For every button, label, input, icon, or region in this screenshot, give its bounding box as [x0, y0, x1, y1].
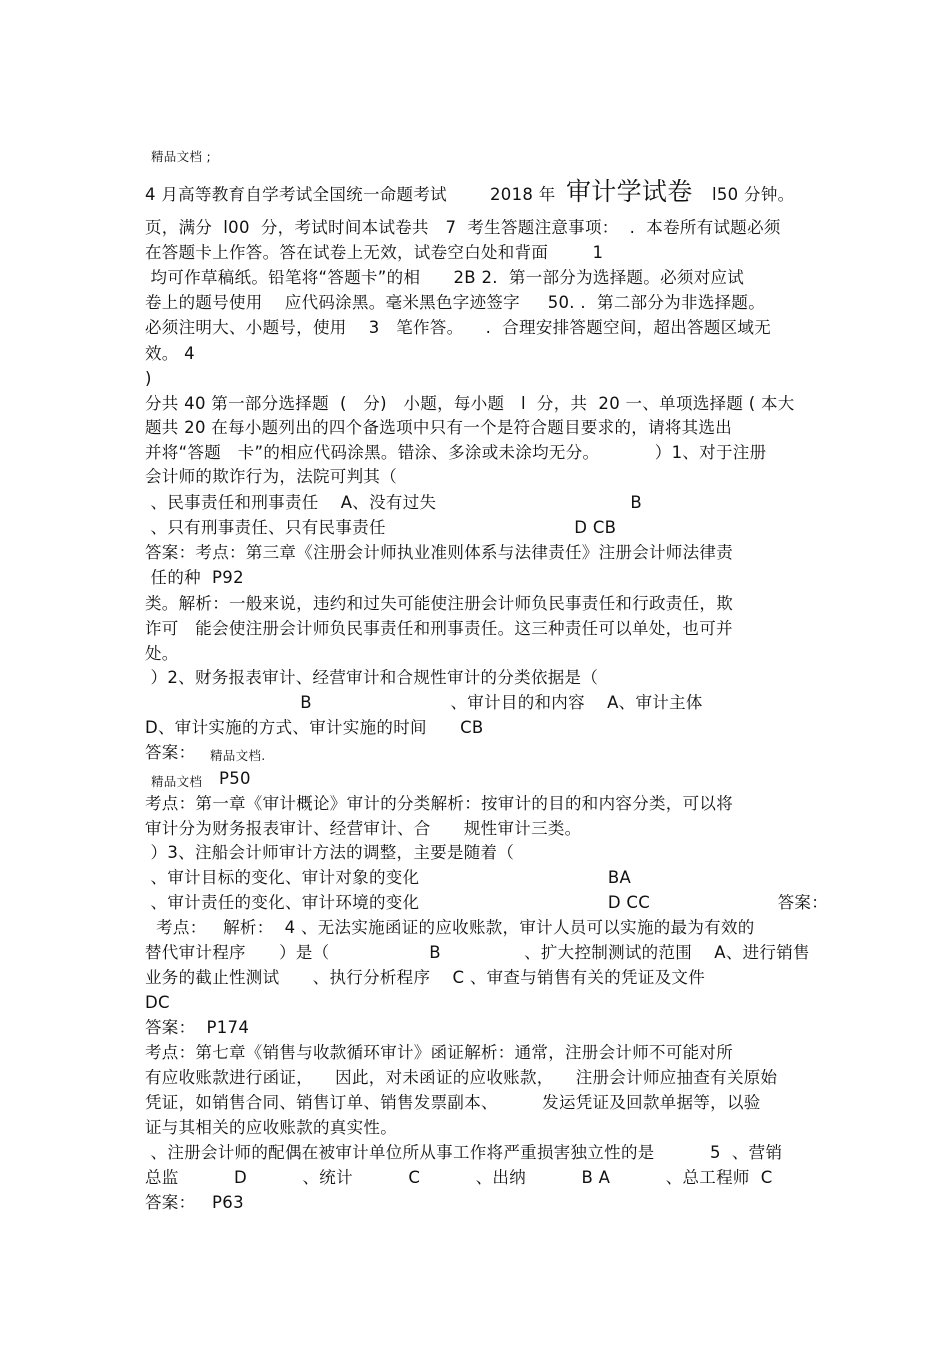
text-line: 考点：第一章《审计概论》审计的分类解析：按审计的目的和内容分类，可以将 — [145, 794, 733, 813]
text-line: 审计分为财务报表审计、经营审计、合 规性审计三类。 — [145, 819, 582, 838]
text-line: 答案： P174 — [145, 1018, 250, 1037]
text-line: 替代审计程序 ）是（ B 、扩大控制测试的范围 A、进行销售 — [145, 943, 810, 962]
text-line: 分共 40 第一部分选择题 ( 分) 小题，每小题 l 分，共 20 一、单项选择题 ( 本大 — [145, 394, 795, 413]
text-line: 有应收账款进行函证， 因此，对未函证的应收账款， 注册会计师应抽查有关原始 — [145, 1068, 778, 1087]
text-line: 均可作草稿纸。铅笔将“答题卡”的相 2B 2. 第一部分为选择题。必须对应试 — [145, 268, 745, 287]
text-line: 考点： 解析： 4 、无法实施函证的应收账款，审计人员可以实施的最为有效的 — [145, 918, 755, 937]
document-title: 审计学试卷 — [566, 177, 693, 206]
text-line: 会计师的欺诈行为，法院可判其（ — [145, 467, 397, 486]
text-line: 必须注明大、小题号，使用 3 笔作答。 . 合理安排答题空间，超出答题区域无 — [145, 318, 772, 337]
text-line: 答案： — [145, 743, 196, 762]
watermark: 精品文档. — [210, 748, 266, 763]
text-line: 答案：考点：第三章《注册会计师执业准则体系与法律责任》注册会计师法律责 — [145, 543, 733, 562]
text-line: ）2、财务报表审计、经营审计和合规性审计的分类依据是（ — [145, 668, 599, 687]
text-line: D、审计实施的方式、审计实施的时间 CB — [145, 718, 484, 737]
text-line: 证与其相关的应收账款的真实性。 — [145, 1118, 397, 1137]
text-line: 并将“答题 卡”的相应代码涂黑。错涂、多涂或未涂均无分。 ）1、对于注册 — [145, 443, 767, 462]
text-line: 凭证，如销售合同、销售订单、销售发票副本、 发运凭证及回款单据等，以验 — [145, 1093, 761, 1112]
text-line: 总监 D 、统计 C 、出纳 B A 、总工程师 C — [145, 1168, 773, 1187]
text-line: 效。 4 — [145, 344, 195, 363]
title-suffix: l50 分钟。 — [712, 185, 795, 204]
text-line: 、审计目标的变化、审计对象的变化 BA — [145, 868, 632, 887]
text-line: 答案： P63 — [145, 1193, 244, 1212]
text-line: B 、审计目的和内容 A、审计主体 — [145, 693, 703, 712]
watermark: 精品文档 — [151, 774, 203, 789]
text-line: 在答题卡上作答。答在试卷上无效，试卷空白处和背面 1 — [145, 243, 604, 262]
text-line: 、民事责任和刑事责任 A、没有过失 B — [145, 493, 643, 512]
title-prefix: 4 月高等教育自学考试全国统一命题考试 — [145, 185, 447, 204]
text-line: 、只有刑事责任、只有民事责任 D CB — [145, 518, 617, 537]
text-line: 任的种 P92 — [145, 568, 244, 587]
text-line: DC — [145, 993, 170, 1012]
text-line: 处。 — [145, 644, 179, 663]
text-line: 类。解析：一般来说，违约和过失可能使注册会计师负民事责任和行政责任，欺 — [145, 594, 733, 613]
watermark-top: 精品文档 ; — [151, 149, 211, 164]
text-line: 诈可 能会使注册会计师负民事责任和刑事责任。这三种责任可以单处，也可并 — [145, 619, 733, 638]
text-line: ) — [145, 369, 152, 388]
text-line: 、审计责任的变化、审计环境的变化 D CC 答案： — [145, 893, 828, 912]
title-year: 2018 年 — [490, 185, 556, 204]
text-line: 考点：第七章《销售与收款循环审计》函证解析：通常，注册会计师不可能对所 — [145, 1043, 733, 1062]
text-line: 业务的截止性测试 、执行分析程序 C 、审查与销售有关的凭证及文件 — [145, 968, 706, 987]
text-line: ）3、注船会计师审计方法的调整，主要是随着（ — [145, 843, 515, 862]
text-line: 、注册会计师的配偶在被审计单位所从事工作将严重损害独立性的是 5 、营销 — [145, 1143, 783, 1162]
text-line: 页，满分 l00 分，考试时间本试卷共 7 考生答题注意事项： . 本卷所有试题必须 — [145, 218, 781, 237]
text-line: 题共 20 在每小题列出的四个备选项中只有一个是符合题目要求的，请将其选出 — [145, 418, 733, 437]
text-line: P50 — [219, 769, 251, 788]
text-line: 卷上的题号使用 应代码涂黑。毫米黑色字迹签字 50. . 第二部分为非选择题。 — [145, 293, 766, 312]
